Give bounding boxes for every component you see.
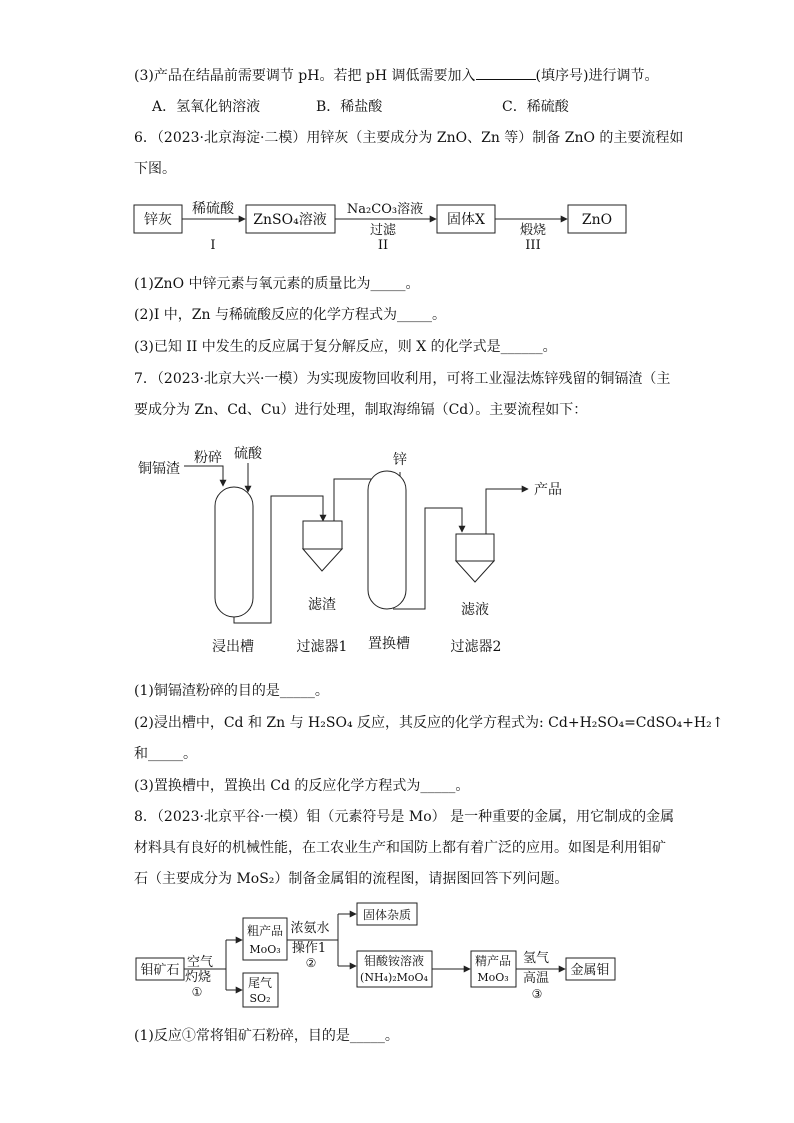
q5-part3-text-b: (填序号)进行调节。	[535, 68, 659, 84]
q7-product-label: 产品	[534, 482, 562, 498]
q7-stem-2: 要成分为 Zn、Cd、Cu）进行处理，制取海绵镉（Cd）。主要流程如下：	[134, 402, 588, 418]
q8-step-2: ②	[305, 956, 317, 970]
q6-step-1: I	[210, 238, 216, 253]
q7-residue-label: 滤渣	[308, 597, 336, 613]
q8-flow	[136, 903, 615, 1007]
q8-air-label: 空气	[186, 955, 214, 970]
q8-metal-label: 金属钼	[570, 963, 610, 978]
q6-stem-2: 下图。	[134, 161, 176, 177]
q7-pipe-2	[334, 479, 373, 521]
q6-arrow-2-operation: 过滤	[369, 223, 397, 238]
q6-part2: (2)I 中，Zn 与稀硫酸反应的化学方程式为_____。	[134, 307, 447, 323]
q7-arrow-input	[184, 466, 223, 486]
q7-input-label: 铜镉渣	[138, 461, 180, 477]
q6-flow	[134, 201, 626, 253]
q8-hot-label: 高温	[522, 971, 550, 986]
q8-op1-label: 操作1	[291, 941, 327, 956]
q7-filter-1-funnel	[303, 549, 342, 571]
q8-impurity-label: 固体杂质	[362, 908, 412, 922]
q7-part2-a: (2)浸出槽中，Cd 和 Zn 与 H₂SO₄ 反应，其反应的化学方程式为: Cd+H₂SO₄=CdSO₄+H₂↑	[134, 715, 724, 731]
q5-option-c: C．稀硫酸	[502, 99, 569, 115]
q8-stem-3: 石（主要成分为 MoS₂）制备金属钼的流程图，请据图回答下列问题。	[134, 871, 569, 887]
q8-stem-2: 材料具有良好的机械性能，在工农业生产和国防上都有着广泛的应用。如图是利用钼矿	[134, 840, 666, 856]
q8-step-1: ①	[191, 985, 203, 999]
q7-acid-label: 硫酸	[234, 446, 262, 462]
q8-stem-1: 8．（2023·北京平谷·一模）钼（元素符号是 Mo） 是一种重要的金属，用它制成的金属	[134, 809, 675, 825]
q7-stem-1: 7．（2023·北京大兴·一模）为实现废物回收利用，可将工业湿法炼锌残留的铜镉渣（主	[134, 371, 671, 387]
q7-filter-2-funnel	[456, 561, 494, 582]
q8-solution-label-1: 钼酸铵溶液	[363, 954, 425, 968]
q7-part3: (3)置换槽中，置换出 Cd 的反应化学方程式为_____。	[134, 778, 470, 794]
q6-step-3: III	[525, 238, 541, 253]
q7-flow	[138, 446, 562, 655]
q8-crude-label-1: 粗产品	[246, 924, 284, 938]
q5-option-a: A．氢氧化钠溶液	[152, 99, 261, 115]
q7-filter2-caption: 过滤器2	[450, 639, 502, 655]
q8-roast-label: 灼烧	[184, 970, 212, 985]
q8-step-3: ③	[531, 987, 543, 1001]
q7-filter-2	[456, 534, 494, 561]
q5-option-b: B．稀盐酸	[316, 99, 383, 115]
q6-arrow-2-reagent: Na₂CO₃溶液	[346, 202, 424, 217]
q6-box-zno-label: ZnO	[581, 212, 613, 228]
q6-box-znso4-label: ZnSO₄溶液	[253, 212, 327, 228]
q7-filtrate-label: 滤液	[461, 602, 489, 618]
q8-solution-label-2: (NH₄)₂MoO₄	[360, 971, 428, 984]
q7-zinc-label: 锌	[393, 452, 407, 468]
q6-step-2: II	[377, 238, 389, 253]
q6-part1: (1)ZnO 中锌元素与氧元素的质量比为_____。	[134, 276, 420, 292]
q7-displacement-tank	[368, 471, 406, 609]
q6-arrow-3-operation: 煅烧	[519, 223, 547, 238]
q7-part1: (1)铜镉渣粉碎的目的是_____。	[134, 683, 329, 699]
q8-ore-label: 钼矿石	[140, 963, 180, 978]
q7-part2-b: 和_____。	[134, 746, 197, 762]
q8-fine-label-2: MoO₃	[477, 971, 509, 984]
q7-tank2-caption: 置换槽	[368, 636, 410, 652]
q8-fine-label-1: 精产品	[474, 954, 512, 968]
q5-part3-text-a: (3)产品在结晶前需要调节 pH。若把 pH 调低需要加入	[134, 68, 476, 84]
q6-stem-1: 6．（2023·北京海淀·二模）用锌灰（主要成分为 ZnO、Zn 等）制备 ZnO 的主要流程如	[134, 130, 684, 146]
q8-part1: (1)反应①常将钼矿石粉碎，目的是_____。	[134, 1028, 399, 1044]
q8-gas-label-2: SO₂	[249, 992, 271, 1005]
q8-ammonia-label: 浓氨水	[290, 921, 330, 936]
q6-box-solid-x-label: 固体X	[447, 212, 485, 228]
q7-leach-tank	[215, 487, 253, 617]
q8-crude-label-2: MoO₃	[249, 943, 281, 956]
q6-box-zinc-ash-label: 锌灰	[144, 212, 172, 228]
q8-h2-label: 氢气	[522, 951, 550, 966]
q6-arrow-1-reagent: 稀硫酸	[192, 201, 234, 217]
q7-crush-label: 粉碎	[194, 450, 222, 466]
q7-pipe-product	[486, 489, 528, 534]
q8-gas-label-1: 尾气	[247, 976, 273, 990]
q7-filter1-caption: 过滤器1	[296, 639, 348, 655]
q7-tank1-caption: 浸出槽	[212, 639, 254, 655]
q6-part3: (3)已知 II 中发生的反应属于复分解反应，则 X 的化学式是______。	[134, 339, 557, 355]
q7-filter-1	[303, 521, 342, 549]
